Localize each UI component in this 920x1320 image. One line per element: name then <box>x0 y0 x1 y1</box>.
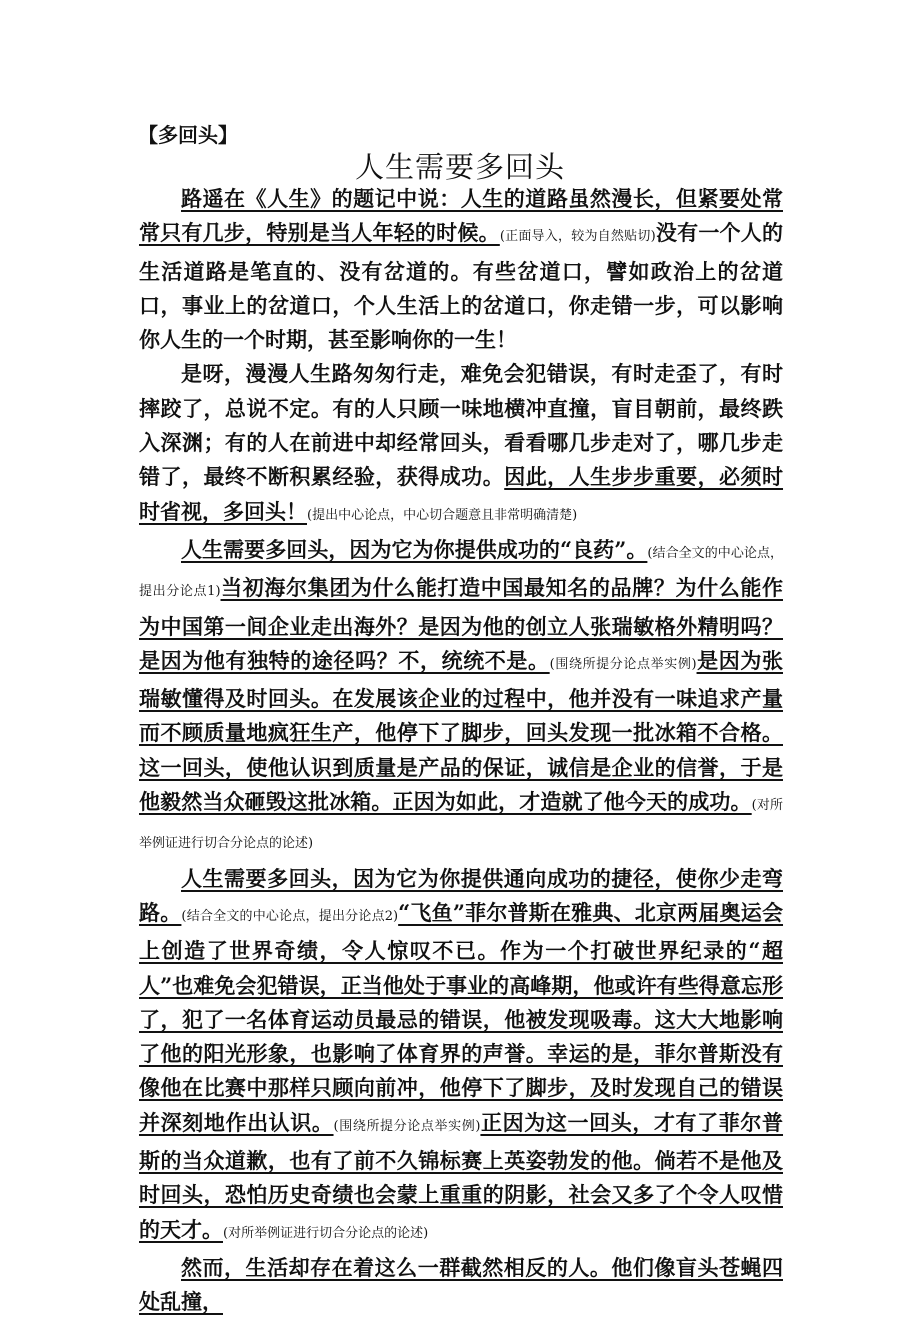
essay-body <box>139 182 783 1320</box>
annotation-note: (结合全文的中心论点，提出分论点2) <box>181 908 399 924</box>
underlined-text: 人生需要多回头，因为它为你提供通向成功的捷径，使你少走弯路。 <box>139 865 783 925</box>
underlined-text: 是因为张瑞敏懂得及时回头。在发展该企业的过程中，他并没有一味追求产量而不顾质量地疯狂生产，他停下了脚步，回头发现一批冰箱不合格。这一回头，使他认识到质量是产品的保证，诚信是企业的信誉，于是他毅然当众砸毁这批冰箱。正因为如此，才造就了他今天的成功。 <box>139 647 783 815</box>
paragraph-text: 是呀，漫漫人生路匆匆行走，难免会犯错误，有时走歪了，有时摔跤了，总说不定。有的人只顾一味地横冲直撞，盲目朝前，最终跌入深渊；有的人在前进中却经常回头，看看哪几步走对了，哪几步走错了，最终不断积累经验，获得成功。 <box>139 361 783 490</box>
paragraph-3 <box>139 533 783 862</box>
paragraph-4 <box>139 862 783 1251</box>
section-tag: 【多回头】 <box>138 123 238 147</box>
annotation-note: (对所举例证进行切合分论点的论述) <box>223 1225 429 1241</box>
paragraph-1 <box>139 182 783 357</box>
paragraph-2 <box>139 357 783 532</box>
underlined-text: “飞鱼”菲尔普斯在雅典、北京两届奥运会上创造了世界奇绩，令人惊叹不已。作为一个打破世界纪录的“超人”也难免会犯错误，正当他处于事业的高峰期，他或许有些得意忘形了，犯了一名体育运动员最忌的错误，他被发现吸毒。这大大地影响了他的阳光形象，也影响了体育界的声誉。幸运的是，菲尔普斯没有像他在比赛中那样只顾向前冲，他停下了脚步，及时发现自己的错误并深刻地作出认识。 <box>139 899 784 1135</box>
underlined-text: 因此，人生步步重要，必须时时省视，多回头！ <box>139 464 784 524</box>
essay-title: 人生需要多回头 <box>354 150 565 184</box>
annotation-note: (围绕所提分论点举实例) <box>549 656 697 672</box>
underlined-text: 当初海尔集团为什么能打造中国最知名的品牌？为什么能作为中国第一间企业走出海外？是因为他的创立人张瑞敏格外精明吗？是因为他有独特的途径吗？不，统统不是。 <box>139 575 783 673</box>
underlined-text: 路遥在《人生》的题记中说：人生的道路虽然漫长，但紧要处常常只有几步，特别是当人年轻的时候。 <box>139 186 783 246</box>
paragraph-5 <box>139 1251 783 1320</box>
underlined-text: 人生需要多回头，因为它为你提供成功的“良药”。 <box>181 536 648 562</box>
paragraph-text: 没有一个人的生活道路是笔直的、没有岔道的。有些岔道口，譬如政治上的岔道口，事业上的岔道口，个人生活上的岔道口，你走错一步，可以影响你人生的一个时期，甚至影响你的一生！ <box>139 220 784 353</box>
underlined-text: 正因为这一回头，才有了菲尔普斯的当众道歉，也有了前不久锦标赛上英姿勃发的他。倘若不是他及时回头，恐怕历史奇绩也会蒙上重重的阴影，社会又多了个令人叹惜的天才。 <box>139 1109 784 1242</box>
underlined-text: 然而，生活却存在着这么一群截然相反的人。他们像盲头苍蝇四处乱撞， <box>139 1254 783 1315</box>
annotation-note: (提出中心论点，中心切合题意且非常明确清楚) <box>307 507 578 523</box>
annotation-note: (对所举例证进行切合分论点的论述) <box>139 798 783 852</box>
annotation-note: (正面导入，较为自然贴切) <box>499 229 656 245</box>
annotation-note: (结合全文的中心论点，提出分论点1) <box>139 545 783 600</box>
annotation-note: (围绕所提分论点举实例) <box>333 1118 481 1134</box>
